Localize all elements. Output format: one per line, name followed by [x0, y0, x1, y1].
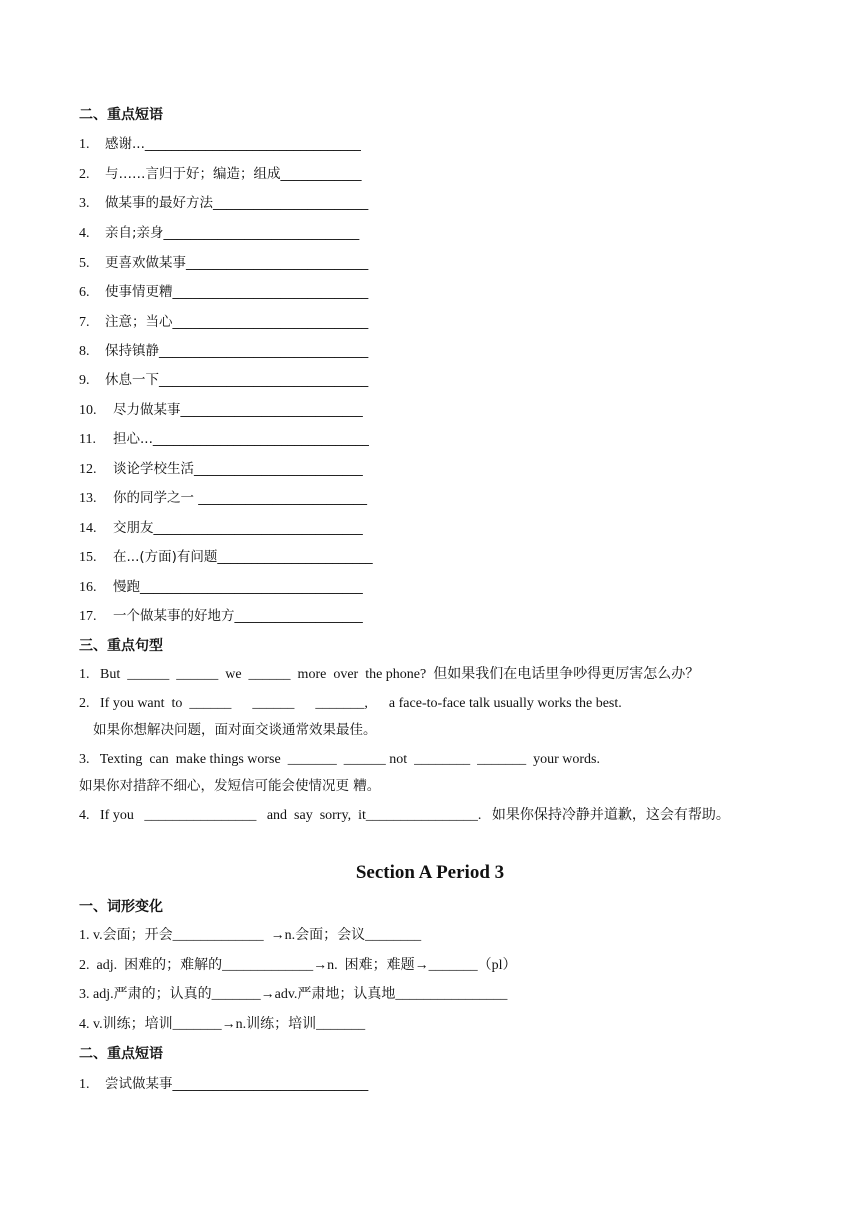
phrase-text: 你的同学之一 _________________________	[113, 490, 368, 506]
item-number: 12.	[79, 462, 97, 477]
phrase-row	[79, 283, 368, 302]
phrase-row	[79, 254, 368, 273]
phrase-row	[79, 1075, 368, 1094]
item-number: 4.	[79, 226, 90, 241]
phrase-text: 注意；当心_____________________________	[105, 314, 369, 330]
item-number: 3.	[79, 196, 90, 211]
word-form-row: 3. adj.严肃的；认真的_______→adv.严肃地；认真地________________	[79, 987, 508, 1002]
phrase-text: 保持镇静_______________________________	[105, 343, 369, 359]
section-heading-key-phrases-2: 二、重点短语	[79, 1046, 163, 1062]
item-number: 6.	[79, 285, 90, 300]
phrase-text: 担心...________________________________	[113, 431, 369, 447]
phrase-text: 尝试做某事_____________________________	[105, 1076, 369, 1092]
phrase-text: 亲自;亲身_____________________________	[105, 225, 360, 241]
section-heading-key-sentences: 三、重点句型	[79, 638, 163, 654]
item-number: 11.	[79, 432, 96, 447]
phrase-row	[79, 519, 363, 538]
item-number: 13.	[79, 491, 97, 506]
phrase-row	[79, 578, 363, 597]
phrase-text: 更喜欢做某事___________________________	[105, 255, 369, 271]
phrase-text: 与……言归于好；编造；组成____________	[105, 166, 362, 182]
item-number: 1.	[79, 1077, 90, 1092]
sentence-3-translation: 如果你对措辞不细心，发短信可能会使情况更 糟。	[79, 778, 381, 794]
word-form-row: 1. v.会面；开会_____________ →n.会面；会议________	[79, 928, 422, 943]
item-number: 10.	[79, 403, 97, 418]
phrase-row	[79, 165, 362, 184]
sentence-2-translation: 如果你想解决问题，面对面交谈通常效果最佳。	[93, 722, 377, 738]
phrase-text: 休息一下_______________________________	[105, 372, 369, 388]
phrase-row	[79, 401, 363, 420]
phrase-text: 在...(方面)有问题_______________________	[113, 549, 373, 565]
item-number: 14.	[79, 521, 97, 536]
sentence-4: 4. If you ________________ and say sorry, it________________. 如果你保持冷静并道歉，这会有帮助。	[79, 808, 730, 823]
phrase-text: 谈论学校生活_________________________	[113, 461, 363, 477]
phrase-row	[79, 489, 367, 508]
sentence-2: 2. If you want to ______ ______ _______, a face-to-face talk usually works the best.	[79, 696, 622, 711]
item-number: 15.	[79, 550, 97, 565]
item-number: 1.	[79, 137, 90, 152]
section-heading-word-forms: 一、词形变化	[79, 899, 163, 915]
item-number: 7.	[79, 315, 90, 330]
phrase-row	[79, 607, 363, 626]
phrase-row	[79, 371, 368, 390]
phrase-row	[79, 313, 368, 332]
phrase-row	[79, 430, 369, 449]
phrase-row	[79, 460, 363, 479]
sentence-1: 1. But ______ ______ we ______ more over the phone? 但如果我们在电话里争吵得更厉害怎么办？	[79, 667, 700, 682]
phrase-row	[79, 342, 368, 361]
phrase-text: 做某事的最好方法_______________________	[105, 195, 369, 211]
phrase-text: 尽力做某事___________________________	[113, 402, 363, 418]
item-number: 17.	[79, 609, 97, 624]
phrase-text: 一个做某事的好地方___________________	[113, 608, 363, 624]
item-number: 8.	[79, 344, 90, 359]
word-form-row: 4. v.训练；培训_______→n.训练；培训_______	[79, 1017, 366, 1032]
phrase-row	[79, 548, 373, 567]
item-number: 5.	[79, 256, 90, 271]
phrase-text: 感谢...________________________________	[105, 136, 361, 152]
section-heading-key-phrases: 二、重点短语	[79, 107, 163, 123]
item-number: 16.	[79, 580, 97, 595]
phrase-text: 使事情更糟_____________________________	[105, 284, 369, 300]
sentence-3: 3. Texting can make things worse _______ ______ not ________ _______ your words.	[79, 752, 600, 767]
phrase-row	[79, 224, 359, 243]
item-number: 2.	[79, 167, 90, 182]
phrase-row	[79, 194, 368, 213]
phrase-row	[79, 135, 361, 154]
section-title: Section A Period 3	[355, 862, 505, 883]
phrase-text: 慢跑_________________________________	[113, 579, 363, 595]
word-form-row: 2. adj. 困难的；难解的_____________→n. 困难；难题→_______（pl）	[79, 958, 517, 973]
item-number: 9.	[79, 373, 90, 388]
phrase-text: 交朋友_______________________________	[113, 520, 363, 536]
